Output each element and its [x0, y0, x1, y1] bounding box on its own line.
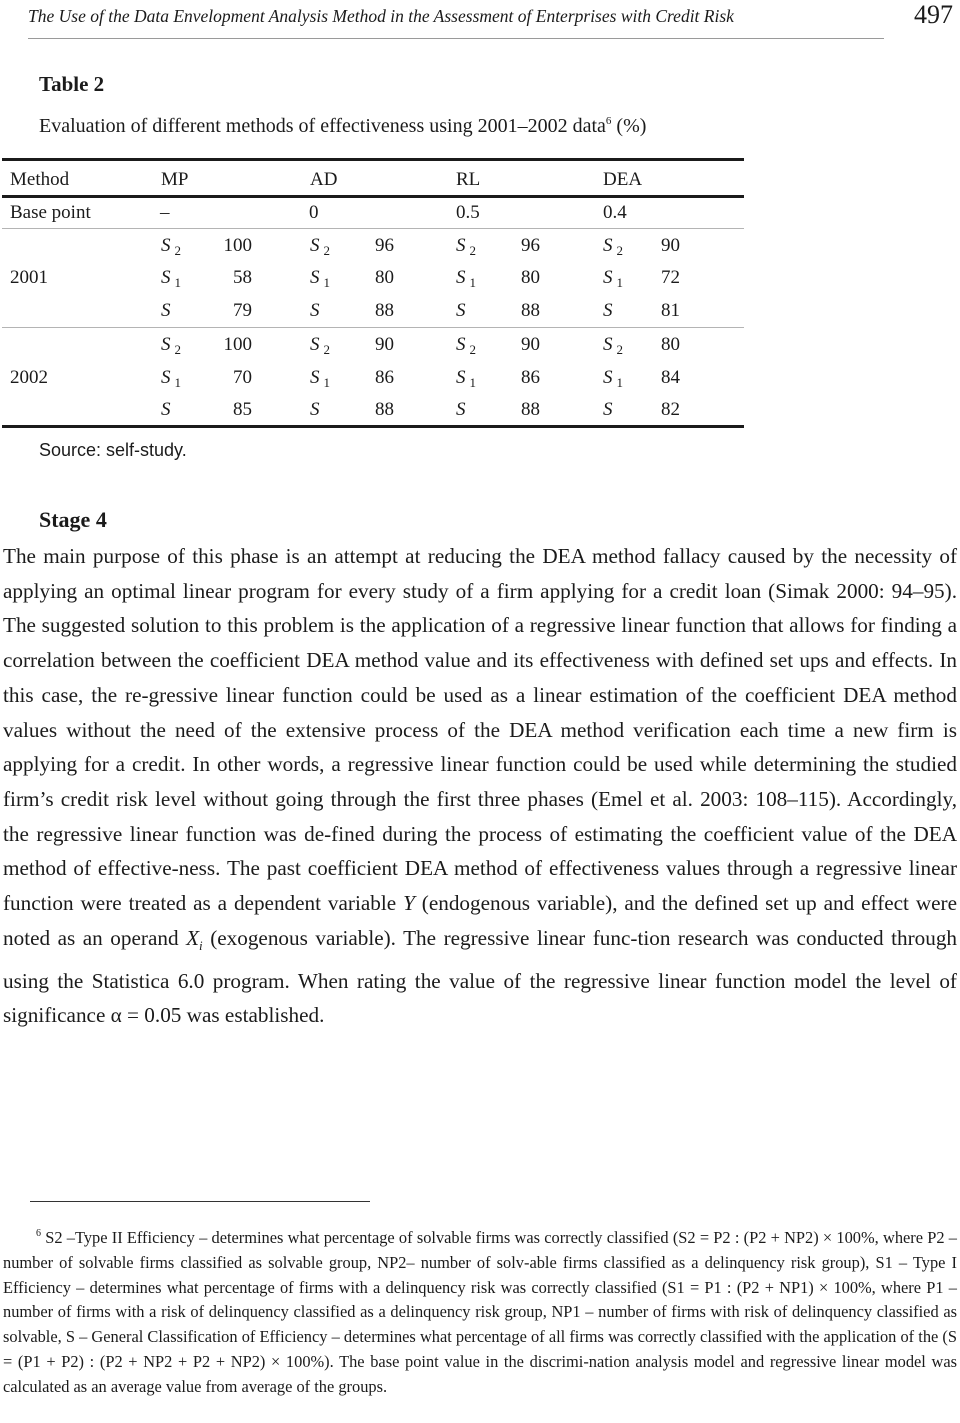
variable-y: Y — [403, 891, 415, 916]
s2-symbol: S $_2$ — [603, 334, 623, 357]
s-symbol: S — [161, 300, 171, 321]
table-bottom-rule — [2, 425, 744, 428]
footnote-mark: 6 — [36, 1228, 41, 1239]
table-caption — [39, 115, 646, 138]
paragraph-text: (exogenous variable). The regressive linear func-tion research was conducted through using the Statistica 6.0 program. When rating the value of the regressive linear function model the level of significance α = 0.05 was established. — [3, 925, 958, 1028]
mp-value: 100 — [223, 235, 252, 256]
mp-value: 85 — [233, 399, 252, 420]
s1-symbol: S $_1$ — [456, 367, 476, 390]
paragraph-text: (endogenous variable), and the defined set up and effect were noted as an operand — [3, 891, 958, 950]
variable-x: $X_i$ — [186, 925, 203, 953]
mp-value: 70 — [233, 367, 252, 388]
s2-symbol: S $_2$ — [603, 235, 623, 258]
s2-symbol: S $_2$ — [310, 235, 330, 258]
s1-symbol: S $_1$ — [310, 367, 330, 390]
paragraph-text: The main purpose of this phase is an attempt at reducing the DEA method fallacy caused by the necessity of applying an optimal linear program for every study of a firm applying for a credit loan (Simak 2000: 94–95). The suggested solution to this problem is the application of a regressive linear function that allows for finding a correlation between the coefficient DEA method value and its effectiveness with defined set ups and effects. In this case, the re-gressive linear function could be used as a linear estimation of the coefficient DEA method values without the need of the extensive process of the DEA method verification each time a new firm is applying for a credit. In other words, a regressive linear function could be used while determining the studied firm’s credit risk level without going through the first three phases (Emel et al. 2003: 108–115). Accordingly, the regressive linear function was de-fined during the process of estimating the coefficient value of the DEA method of effective-ness. The past coefficient DEA method of effectiveness values through a regressive linear function were treated as a dependent variable — [3, 544, 957, 916]
body-paragraph — [3, 539, 957, 1033]
header-dea: DEA — [603, 169, 643, 190]
s-symbol: S — [603, 300, 613, 321]
s-symbol: S — [603, 399, 613, 420]
s2-symbol: S $_2$ — [456, 334, 476, 357]
s-symbol: S — [310, 399, 320, 420]
base-point-ad: 0 — [309, 202, 319, 223]
s1-symbol: S $_1$ — [456, 267, 476, 290]
header-mp: MP — [161, 169, 189, 190]
header-rule — [2, 195, 744, 198]
rl-value: 88 — [521, 399, 540, 420]
s-symbol: S — [161, 399, 171, 420]
dea-value: 72 — [661, 267, 680, 288]
mp-value: 100 — [223, 334, 252, 355]
s-symbol: S — [456, 300, 466, 321]
s-symbol: S — [310, 300, 320, 321]
s2-symbol: S $_2$ — [310, 334, 330, 357]
year-label-2001: 2001 — [10, 267, 48, 288]
footnote-rule — [30, 1201, 370, 1202]
ad-value: 80 — [375, 267, 394, 288]
row-separator — [2, 327, 744, 328]
rl-value: 88 — [521, 300, 540, 321]
base-point-dea: 0.4 — [603, 202, 627, 223]
table-source: Source: self-study. — [39, 440, 187, 460]
footnote-ref: 6 — [605, 115, 612, 127]
s1-symbol: S $_1$ — [603, 267, 623, 290]
dea-value: 82 — [661, 399, 680, 420]
s1-symbol: S $_1$ — [603, 367, 623, 390]
s-symbol: S — [456, 399, 466, 420]
running-head — [28, 2, 884, 39]
mp-value: 58 — [233, 267, 252, 288]
dea-value: 81 — [661, 300, 680, 321]
footnote-text: S2 –Type II Efficiency – determines what percentage of solvable firms was correctly classified (S2 = P2 : (P2 + NP2) × 100%, where P2 – number of solvable firms classified as solvable group, NP2– number of solv-able firms classified as a delinquency risk group), S1 – Type I Efficiency – determines what percentage of firms with a delinquency risk was correctly classified (S1 = P1 : (P2 + NP1) × 100%, where P1 – number of firms with a risk of delinquency classified as a delinquency risk group, NP1 – number of firms with risk of delinquency classified as solvable, S – General Classification of Efficiency – determines what percentage of all firms was correctly classified with the application of the (S = (P1 + P2) : (P2 + NP2 + P2 + NP2) × 100%). The base point value in the discrimi-nation analysis model and regressive linear model was calculated as an average value from average of the groups. — [3, 1228, 957, 1396]
s1-symbol: S $_1$ — [161, 367, 181, 390]
year-label-2002: 2002 — [10, 367, 48, 388]
table-label: Table 2 — [39, 72, 105, 96]
base-point-rl: 0.5 — [456, 202, 480, 223]
rl-value: 80 — [521, 267, 540, 288]
ad-value: 86 — [375, 367, 394, 388]
ad-value: 88 — [375, 399, 394, 420]
table-caption-unit: (%) — [616, 115, 647, 137]
rl-value: 90 — [521, 334, 540, 355]
rl-value: 96 — [521, 235, 540, 256]
row-separator — [2, 228, 744, 229]
running-title: The Use of the Data Envelopment Analysis Method in the Assessment of Enterprises with Credit Risk — [28, 6, 734, 26]
base-point-label: Base point — [10, 202, 91, 223]
s1-symbol: S $_1$ — [161, 267, 181, 290]
mp-value: 79 — [233, 300, 252, 321]
ad-value: 88 — [375, 300, 394, 321]
ad-value: 96 — [375, 235, 394, 256]
page-number: 497 — [914, 0, 953, 29]
header-ad: AD — [310, 169, 338, 190]
s1-symbol: S $_1$ — [310, 267, 330, 290]
section-heading: Stage 4 — [39, 507, 107, 532]
dea-value: 90 — [661, 235, 680, 256]
dea-value: 80 — [661, 334, 680, 355]
footnote — [3, 1222, 957, 1400]
header-rl: RL — [456, 169, 481, 190]
header-method: Method — [10, 169, 70, 190]
table-caption-text: Evaluation of different methods of effectiveness using 2001–2002 data — [39, 115, 606, 137]
s2-symbol: S $_2$ — [161, 334, 181, 357]
rl-value: 86 — [521, 367, 540, 388]
s2-symbol: S $_2$ — [456, 235, 476, 258]
ad-value: 90 — [375, 334, 394, 355]
base-point-mp: – — [160, 202, 170, 223]
s2-symbol: S $_2$ — [161, 235, 181, 258]
table-top-rule — [2, 158, 744, 161]
dea-value: 84 — [661, 367, 680, 388]
